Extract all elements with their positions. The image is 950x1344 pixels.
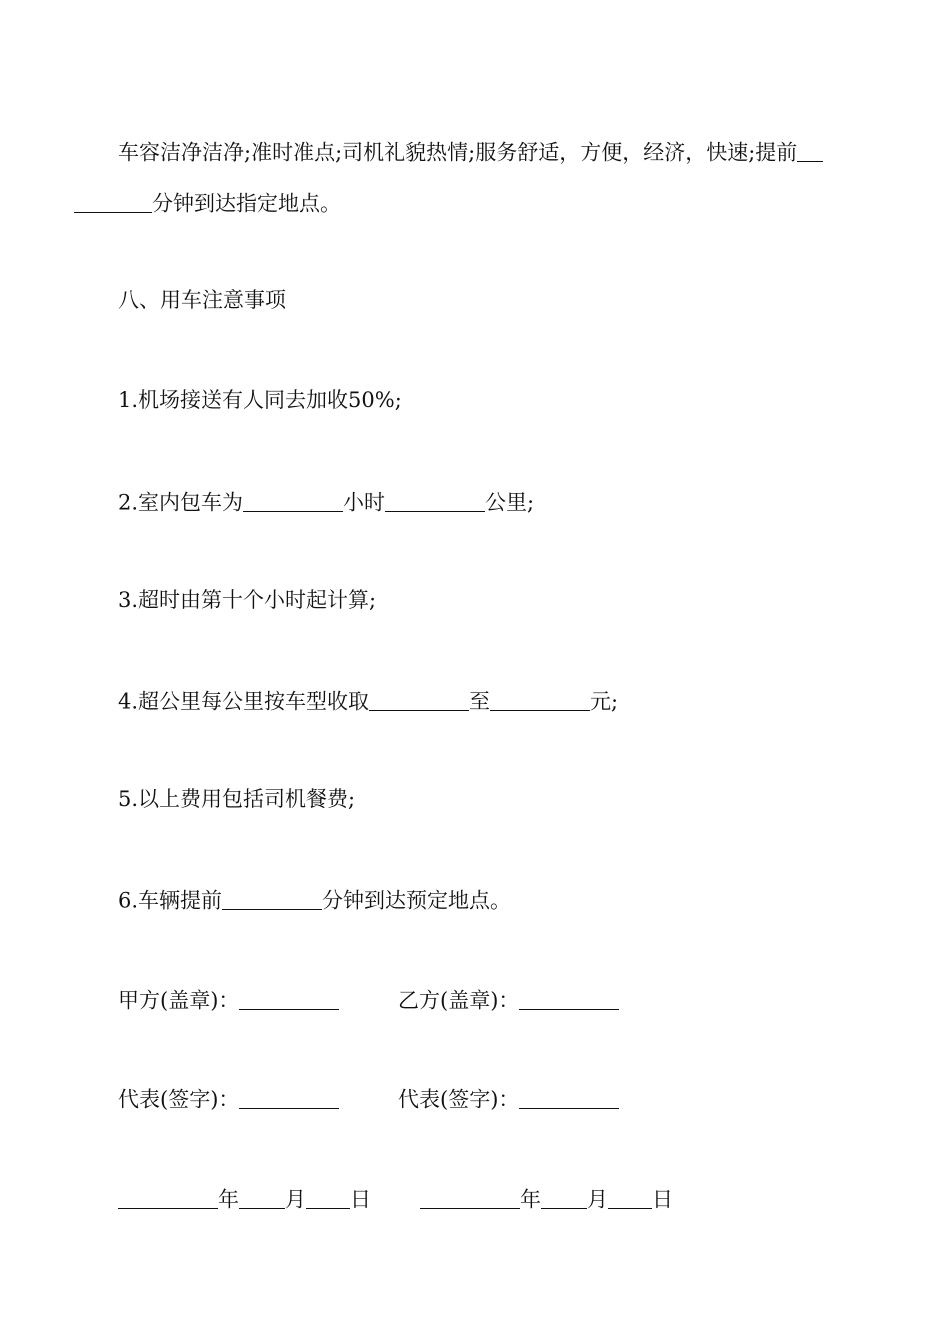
party-b-year-field[interactable] [420, 1187, 520, 1209]
service-line-2 [74, 191, 341, 214]
blank-kilometers[interactable] [385, 490, 485, 512]
party-a-rep-field[interactable] [239, 1087, 339, 1109]
blank-hours[interactable] [243, 490, 343, 512]
section-heading [118, 290, 286, 311]
party-b-date-row [420, 1187, 673, 1210]
blank-price-max[interactable] [490, 689, 590, 711]
party-b-rep-row [398, 1087, 619, 1110]
party-a-seal-field[interactable] [239, 988, 339, 1010]
section-heading-text: 八、用车注意事项 [118, 288, 286, 312]
party-a-seal-label: 甲方(盖章)： [118, 988, 240, 1013]
party-b-year-label: 年 [520, 1187, 541, 1212]
party-a-year-label: 年 [218, 1187, 239, 1212]
blank-price-min[interactable] [369, 689, 469, 711]
list-item-2-label: 2.室内包车为 [118, 490, 244, 515]
list-item-5-text: 5.以上费用包括司机餐费; [118, 787, 356, 811]
list-item-6-suffix: 分钟到达预定地点。 [322, 888, 512, 913]
party-b-seal-field[interactable] [519, 988, 619, 1010]
list-item-3-text: 3.超时由第十个小时起计算; [118, 588, 377, 612]
list-item-1 [118, 390, 402, 411]
party-b-seal-label: 乙方(盖章)： [398, 988, 520, 1013]
list-item-2-hours-unit: 小时 [343, 490, 386, 515]
party-b-month-label: 月 [587, 1187, 608, 1212]
list-item-4-label: 4.超公里每公里按车型收取 [118, 689, 370, 714]
blank-minutes-advance-b[interactable] [74, 191, 152, 213]
party-b-rep-field[interactable] [519, 1087, 619, 1109]
list-item-1-text: 1.机场接送有人同去加收50%; [118, 388, 402, 412]
list-item-4 [118, 689, 618, 712]
list-item-4-to: 至 [469, 689, 491, 714]
party-a-rep-label: 代表(签字)： [118, 1087, 240, 1112]
party-a-month-field[interactable] [239, 1187, 285, 1209]
list-item-3 [118, 590, 376, 611]
party-b-seal-row [398, 988, 619, 1011]
party-b-day-field[interactable] [608, 1187, 652, 1209]
list-item-6 [118, 888, 511, 911]
party-b-month-field[interactable] [541, 1187, 587, 1209]
blank-minutes-advance-a[interactable] [797, 140, 823, 162]
list-item-5 [118, 789, 355, 810]
party-b-rep-label: 代表(签字)： [398, 1087, 520, 1112]
list-item-4-unit: 元; [590, 689, 619, 714]
list-item-2 [118, 490, 534, 513]
party-b-day-label: 日 [652, 1187, 673, 1212]
party-a-rep-row [118, 1087, 339, 1110]
party-a-date-row [118, 1187, 371, 1210]
list-item-2-km-unit: 公里; [485, 490, 535, 515]
party-a-year-field[interactable] [118, 1187, 218, 1209]
party-a-day-field[interactable] [306, 1187, 350, 1209]
party-a-day-label: 日 [350, 1187, 371, 1212]
service-text: 车容洁净洁净;准时准点;司机礼貌热情;服务舒适，方便，经济，快速;提前 [118, 140, 798, 165]
service-suffix: 分钟到达指定地点。 [152, 191, 341, 216]
blank-arrival-minutes[interactable] [222, 888, 322, 910]
list-item-6-label: 6.车辆提前 [118, 888, 223, 913]
party-a-month-label: 月 [285, 1187, 306, 1212]
party-a-seal-row [118, 988, 339, 1011]
service-line-1 [118, 140, 823, 163]
